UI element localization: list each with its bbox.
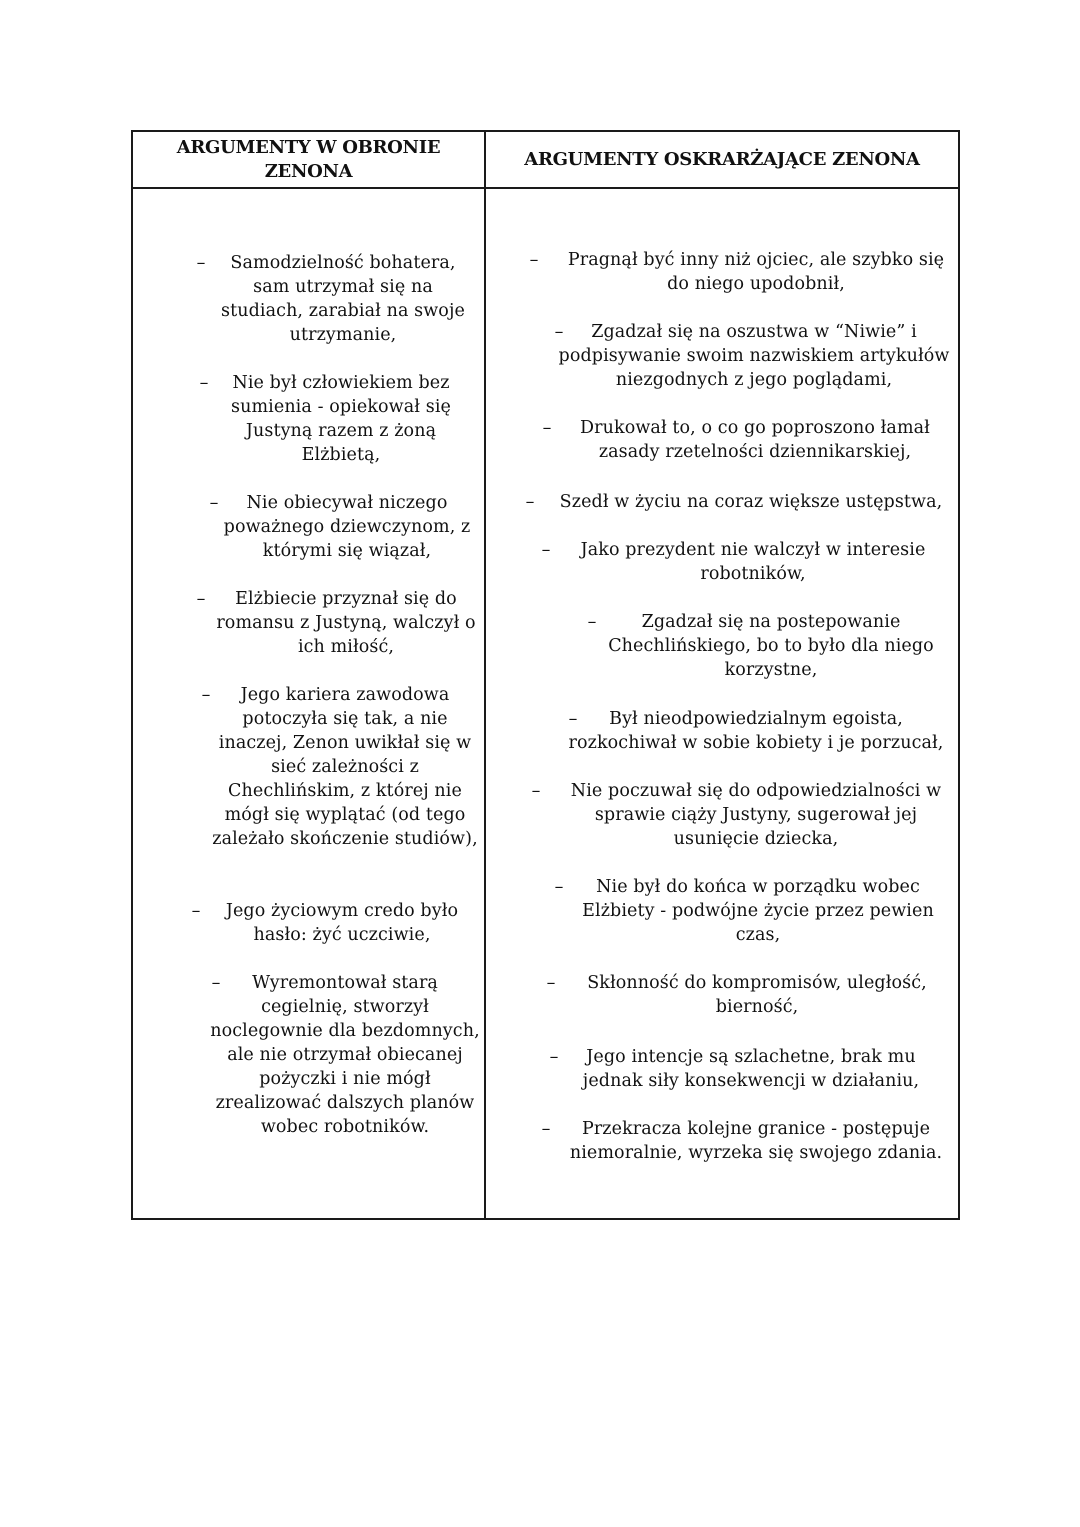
accusation-item-text: Szedł w życiu na coraz większe ustępstwa,: [559, 492, 943, 512]
dash-bullet: –: [568, 709, 578, 729]
dash-bullet: –: [201, 685, 211, 705]
accusation-item: [516, 1045, 956, 1093]
dash-bullet: –: [549, 1047, 559, 1067]
defense-item: [191, 587, 481, 659]
accusation-item-text: Przekracza kolejne granice - postępuje niemoralnie, wyrzeka się swojego zdania.: [569, 1119, 943, 1163]
dash-bullet: –: [196, 253, 206, 273]
accusation-item: [516, 490, 956, 514]
accusation-item: [516, 248, 956, 296]
dash-bullet: –: [525, 492, 535, 512]
accusation-item: [516, 610, 956, 682]
header-divider: [133, 187, 958, 189]
defense-item: [191, 899, 481, 947]
accusation-item-text: Jako prezydent nie walczył w interesie robotników,: [580, 540, 926, 584]
defense-item-text: Samodzielność bohatera, sam utrzymał się na studiach, zarabiał na swoje utrzymanie,: [221, 253, 465, 345]
header-defense: [133, 132, 484, 187]
accusation-item: [516, 779, 956, 851]
defense-item-text: Jego kariera zawodowa potoczyła się tak, a nie inaczej, Zenon uwikłał się w sieć zależności z Chechlińskim, z której nie mógł się wyplątać (od tego zależało skończenie studiów),: [212, 685, 478, 849]
defense-item: [191, 251, 481, 347]
dash-bullet: –: [199, 373, 209, 393]
accusation-item-text: Nie poczuwał się do odpowiedzialności w sprawie ciąży Justyny, sugerował jej usunięcie dziecka,: [570, 781, 942, 849]
dash-bullet: –: [541, 1119, 551, 1139]
accusation-item: [516, 875, 956, 947]
dash-bullet: –: [587, 612, 597, 632]
accusation-item: [516, 1117, 956, 1165]
dash-bullet: –: [542, 418, 552, 438]
defense-item: [191, 491, 481, 563]
accusation-item-text: Drukował to, o co go poproszono łamał zasady rzetelności dziennikarskiej,: [580, 418, 930, 462]
header-accusation-text: ARGUMENTY OSKRARŻAJĄCE ZENONA: [524, 148, 920, 170]
accusation-item: [516, 320, 956, 392]
accusation-item-text: Był nieodpowiedzialnym egoista, rozkochiwał w sobie kobiety i je porzucał,: [568, 709, 944, 753]
defense-item-text: Wyremontował starą cegielnię, stworzył noclegownie dla bezdomnych, ale nie otrzymał obiecanej pożyczki i nie mógł zrealizować dalszych planów wobec robotników.: [210, 973, 480, 1137]
accusation-item: [516, 707, 956, 755]
accusation-item: [516, 538, 956, 586]
dash-bullet: –: [196, 589, 206, 609]
defense-item-text: Nie obiecywał niczego poważnego dziewczynom, z którymi się wiązał,: [223, 493, 471, 561]
defense-item: [191, 371, 481, 467]
defense-item: [191, 683, 481, 851]
header-accusation: [486, 132, 958, 187]
accusation-item-text: Nie był do końca w porządku wobec Elżbiety - podwójne życie przez pewien czas,: [582, 877, 934, 945]
accusation-item-text: Zgadzał się na oszustwa w “Niwie” i podpisywanie swoim nazwiskiem artykułów niezgodnych z jego poglądami,: [558, 322, 950, 390]
dash-bullet: –: [191, 901, 201, 921]
dash-bullet: –: [541, 540, 551, 560]
defense-item-text: Jego życiowym credo było hasło: żyć uczciwie,: [225, 901, 459, 945]
defense-item-text: Elżbiecie przyznał się do romansu z Justyną, walczył o ich miłość,: [216, 589, 476, 657]
dash-bullet: –: [554, 877, 564, 897]
defense-item-text: Nie był człowiekiem bez sumienia - opiekował się Justyną razem z żoną Elżbietą,: [231, 373, 451, 465]
accusation-item: [516, 416, 956, 464]
accusation-item-text: Jego intencje są szlachetne, brak mu jednak siły konsekwencji w działaniu,: [582, 1047, 920, 1091]
accusation-item: [516, 971, 956, 1019]
accusation-item-text: Skłonność do kompromisów, uległość, bierność,: [587, 973, 927, 1017]
header-defense-text: ARGUMENTY W OBRONIE ZENONA: [176, 136, 441, 182]
arguments-table: [131, 130, 960, 1220]
dash-bullet: –: [546, 973, 556, 993]
defense-item: [191, 971, 481, 1139]
accusation-item-text: Pragnął być inny niż ojciec, ale szybko się do niego upodobnił,: [567, 250, 945, 294]
dash-bullet: –: [209, 493, 219, 513]
dash-bullet: –: [529, 250, 539, 270]
dash-bullet: –: [531, 781, 541, 801]
column-divider: [484, 132, 486, 1218]
dash-bullet: –: [554, 322, 564, 342]
accusation-item-text: Zgadzał się na postepowanie Chechlińskiego, bo to było dla niego korzystne,: [608, 612, 934, 680]
dash-bullet: –: [211, 973, 221, 993]
